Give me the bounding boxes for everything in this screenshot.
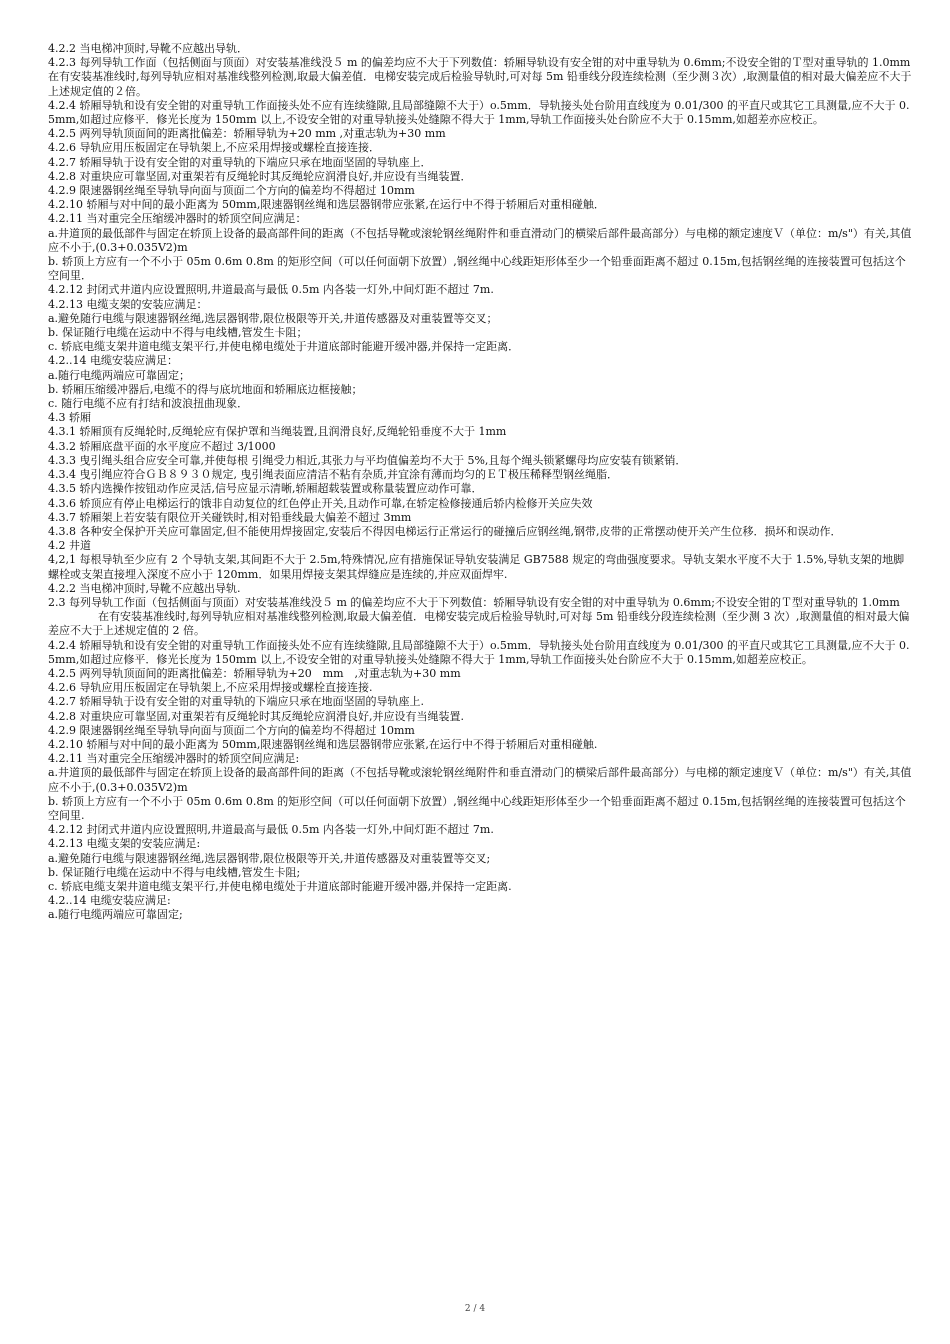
- paragraph: a.井道顶的最低部件与固定在轿顶上设备的最高部件间的距离（不包括导靴或滚轮钢丝绳附件和垂直滑动门的横梁后部件最高部分）与电梯的额定速度Ｖ（单位：m/s"）有关,其值应不小于,(0.3+0.035V2)m: [48, 766, 912, 794]
- paragraph: 4.2.6 导轨应用压板固定在导轨架上,不应采用焊接或螺栓直接连接.: [48, 681, 373, 695]
- paragraph: 4.2.5 两列导轨顶面间的距离批偏差：轿厢导轨为+20 mm ,对重志轨为+30 mm: [48, 666, 461, 680]
- paragraph: 4.3.1 轿厢顶有反绳轮时,反绳轮应有保护罩和当绳装置,且润滑良好,反绳轮铅垂度不大于 1mm: [48, 425, 507, 439]
- paragraph: 4.2.9 限速器钢丝绳至导轨导向面与顶面二个方向的偏差均不得超过 10mm: [48, 723, 415, 737]
- paragraph: 4.3.2 轿厢底盘平面的水平度应不超过 3/1000: [48, 439, 276, 453]
- paragraph: c. 轿底电缆支架井道电缆支架平行,并使电梯电缆处于井道底部时能避开缓冲器,并保持一定距离．: [48, 340, 520, 354]
- paragraph: 4.2.11 当对重完全压缩缓冲器时的轿顶空间应满足：: [48, 212, 307, 226]
- paragraph: b. 轿顶上方应有一个不小于 05m 0.6m 0.8m 的矩形空间（可以任何面朝下放置）,钢丝绳中心线距矩形体至少一个铅垂面距离不超过 0.15m,包括钢丝绳的连接装置可包括这个空间里．: [48, 255, 906, 283]
- paragraph: 在有安装基准线时,每列导轨应相对基准线整列检测,取最大偏差值．电梯安装完成后检验导轨时,可对每 5m 铅垂线分段连续检测（至少测３次）,取测量值的相对最大偏差应不大于上述规定值的２倍。: [48, 70, 912, 98]
- paragraph: b. 轿厢压缩缓冲器后,电缆不的得与底坑地面和轿厢底边框接触；: [48, 382, 363, 396]
- paragraph: 在有安装基准线时,每列导轨应相对基准线整列检测,取最大偏差值．电梯安装完成后检验导轨时,可对每 5m 铅垂线分段连续检测（至少测 3 次）,取测量值的相对最大偏差应不大于上述规定值的 2 倍。: [48, 610, 910, 638]
- paragraph: 4.3.7 轿厢架上若安装有限位开关碰铁时,相对铅垂线最大偏差不超过 3mm: [48, 510, 412, 524]
- paragraph: a.随行电缆两端应可靠固定;: [48, 908, 183, 922]
- paragraph: c. 随行电缆不应有打结和波浪扭曲现象．: [48, 397, 249, 411]
- paragraph: a.随行电缆两端应可靠固定；: [48, 368, 191, 382]
- paragraph: 4.2.8 对重块应可靠坚固,对重架若有反绳轮时其反绳轮应润滑良好,并应设有当绳装置．: [48, 169, 472, 183]
- paragraph: 4.2.8 对重块应可靠坚固,对重架若有反绳轮时其反绳轮应润滑良好,并应设有当绳装置.: [48, 709, 464, 723]
- document-body: [48, 42, 914, 923]
- paragraph: 4.2.7 轿厢导轨于设有安全钳的对重导轨的下端应只承在地面坚固的导轨座上.: [48, 695, 424, 709]
- paragraph: 4.2..14 电缆安装应满足：: [48, 354, 178, 368]
- paragraph: b. 轿顶上方应有一个不小于 05m 0.6m 0.8m 的矩形空间（可以任何面朝下放置）,钢丝绳中心线距矩形体至少一个铅垂面距离不超过 0.15m,包括钢丝绳的连接装置可包括这个空间里.: [48, 794, 906, 822]
- page-number: 2 / 4: [464, 1304, 486, 1314]
- paragraph: 4.3 轿厢: [48, 411, 91, 425]
- paragraph: 4.2.2 当电梯冲顶时,导靴不应越出导轨.: [48, 581, 241, 595]
- paragraph: b. 保证随行电缆在运动中不得与电线槽,管发生卡阻；: [48, 326, 308, 340]
- paragraph: c. 轿底电缆支架井道电缆支架平行,并使电梯电缆处于井道底部时能避开缓冲器,并保持一定距离.: [48, 879, 512, 893]
- paragraph: 4.2.6 导轨应用压板固定在导轨架上,不应采用焊接或螺栓直接连接．: [48, 141, 380, 155]
- paragraph: a.避免随行电缆与限速器钢丝绳,选层器钢带,限位极限等开关,井道传感器及对重装置等交叉；: [48, 311, 498, 325]
- paragraph: 4.2.10 轿厢与对中间的最小距离为 50mm,限速器钢丝绳和选层器钢带应张紧,在运行中不得于轿厢后对重相碰触．: [48, 198, 605, 212]
- paragraph: 4.2.7 轿厢导轨于设有安全钳的对重导轨的下端应只承在地面坚固的导轨座上．: [48, 155, 432, 169]
- paragraph: 4.2.13 电缆支架的安装应满足:: [48, 837, 201, 851]
- paragraph: 4.2.10 轿厢与对中间的最小距离为 50mm,限速器钢丝绳和选层器钢带应张紧,在运行中不得于轿厢后对重相碰触.: [48, 737, 598, 751]
- paragraph: 4.2.2 当电梯冲顶时,导靴不应越出导轨．: [48, 42, 248, 55]
- paragraph: 4.3.4 曳引绳应符合ＧＢ８９３０规定, 曳引绳表面应清洁不粘有杂质,并宜涂有薄而均匀的ＥＴ极压稀释型钢丝绳脂．: [48, 468, 618, 482]
- paragraph: 4.2.4 轿厢导轨和设有安全钳的对重导轨工作面接头处不应有连续缝隙,且局部缝隙不大于）o.5mm．导轨接头处台阶用直线度为 0.01/300 的平直尺或其它工具测量,应不大于 0.5mm,如超过应修平．修光长度为 150mm 以上,不设安全钳的对重导轨接头处缝隙不得大于 1mm,导轨工作面接头处台阶应不大于 0.15mm,如超差应校正。: [48, 638, 910, 666]
- paragraph: 4.2..14 电缆安装应满足:: [48, 894, 171, 908]
- paragraph: 4.3.8 各种安全保护开关应可靠固定,但不能使用焊接固定,安装后不得因电梯运行正常运行的碰撞后应钢丝绳,钢带,皮带的正常摆动使开关产生位移．损坏和误动作．: [48, 524, 842, 538]
- paragraph: 4.2 井道: [48, 539, 91, 553]
- paragraph: b. 保证随行电缆在运动中不得与电线槽,管发生卡阻;: [48, 865, 301, 879]
- paragraph: 4.2.13 电缆支架的安装应满足：: [48, 297, 208, 311]
- paragraph: 4.2.3 每列导轨工作面（包括侧面与顶面）对安装基准线没５ m 的偏差均应不大于下列数值：轿厢导轨设有安全钳的对中重导轨为 0.6mm;不设安全钳的Ｔ型对重导轨的 1.0mm: [48, 56, 911, 70]
- paragraph: 4,2,1 每根导轨至少应有 2 个导轨支架,其间距不大于 2.5m,特殊情况,应有措施保证导轨安装满足 GB7588 规定的弯曲强度要求。导轨支架水平度不大于 1.5%,导轨支架的地脚螺栓或支架直接埋入深度不应小于 120mm．如果用焊接支架其焊缝应是连续的,并应双面焊牢.: [48, 553, 905, 581]
- paragraph: 4.2.11 当对重完全压缩缓冲器时的轿顶空间应满足:: [48, 752, 300, 766]
- paragraph: 4.2.4 轿厢导轨和设有安全钳的对重导轨工作面接头处不应有连续缝隙,且局部缝隙不大于）o.5mm．导轨接头处台阶用直线度为 0.01/300 的平直尺或其它工具测量,应不大于 0.5mm,如超过应修平．修光长度为 150mm 以上,不设安全钳的对重导轨接头处缝隙不得大于 1mm,导轨工作面接头处台阶应不大于 0.15mm,如超差亦应校正。: [48, 98, 910, 127]
- paragraph: 4.3.5 轿内选操作按钮动作应灵活,信号应显示清晰,轿厢超载装置或称量装置应动作可靠．: [48, 482, 483, 496]
- paragraph: 4.2.5 两列导轨顶面间的距离批偏差：轿厢导轨为+20 mm ,对重志轨为+30 mm: [48, 127, 446, 141]
- paragraph: 4.3.3 曳引绳头组合应安全可靠,并使每根 引绳受力相近,其张力与平均值偏差均不大于 5%,且每个绳头锁紧螺母均应安装有锁紧销．: [48, 453, 687, 467]
- paragraph: 2.3 每列导轨工作面（包括侧面与顶面）对安装基准线没５ m 的偏差均应不大于下列数值：轿厢导轨设有安全钳的对中重导轨为 0.6mm;不设安全钳的Ｔ型对重导轨的 1.0mm: [48, 595, 900, 609]
- paragraph: 4.3.6 轿顶应有停止电梯运行的饿非自动复位的红色停止开关,且动作可靠,在轿定检修接通后轿内检修开关应失效: [48, 496, 593, 510]
- paragraph: 4.2.9 限速器钢丝绳至导轨导向面与顶面二个方向的偏差均不得超过 10mm: [48, 184, 415, 198]
- paragraph: 4.2.12 封闭式井道内应设置照明,井道最高与最低 0.5m 内各装一灯外,中间灯距不超过 7m.: [48, 283, 494, 297]
- paragraph: 4.2.12 封闭式井道内应设置照明,井道最高与最低 0.5m 内各装一灯外,中间灯距不超过 7m.: [48, 823, 494, 837]
- paragraph: a.避免随行电缆与限速器钢丝绳,选层器钢带,限位极限等开关,井道传感器及对重装置等交叉;: [48, 851, 491, 865]
- paragraph: a.井道顶的最低部件与固定在轿顶上设备的最高部件间的距离（不包括导靴或滚轮钢丝绳附件和垂直滑动门的横梁后部件最高部分）与电梯的额定速度Ｖ（单位：m/s"）有关,其值应不小于,(0.3+0.035V2)m: [48, 226, 912, 254]
